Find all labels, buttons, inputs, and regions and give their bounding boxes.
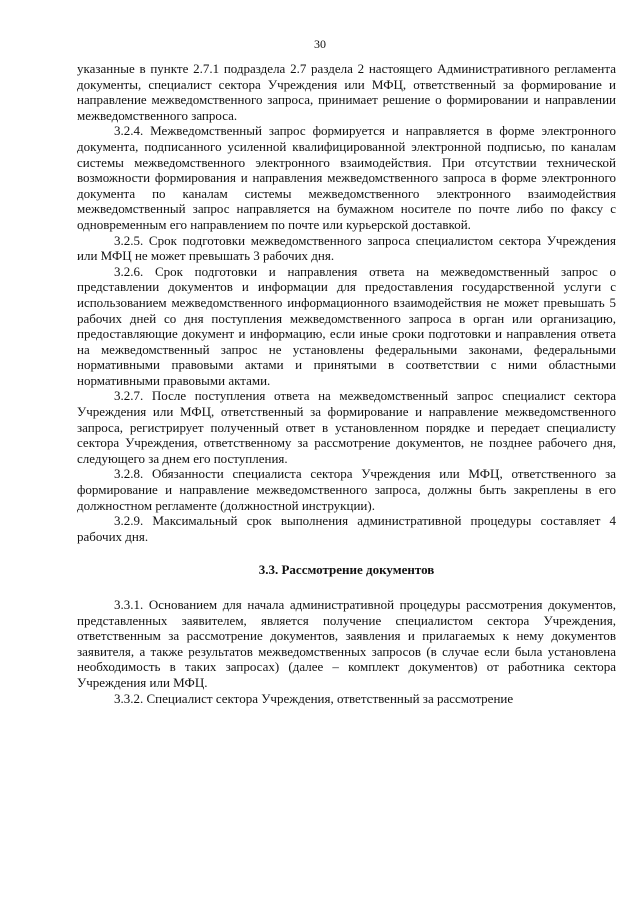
document-body — [77, 61, 616, 706]
paragraph-3-2-8: 3.2.8. Обязанности специалиста сектора Учреждения или МФЦ, ответственного за формирование и направление межведомственного запроса, должны быть закреплены в его должностном регламенте (должностной инструкции). — [77, 466, 616, 513]
paragraph-3-2-6: 3.2.6. Срок подготовки и направления ответа на межведомственный запрос о представлении документов и информации для предоставления государственной услуги с использованием межведомственного информационного взаимодействия не может превышать 5 рабочих дней со дня поступления межведомственного запроса в орган или организацию, предоставляющие документ и информацию, если иные сроки подготовки и направления ответа на межведомственный запрос не установлены федеральными законами, федеральными нормативными правовыми актами и принятыми в соответствии с ними областными нормативными правовыми актами. — [77, 263, 616, 388]
paragraph-3-2-4: 3.2.4. Межведомственный запрос формируется и направляется в форме электронного документа, подписанного усиленной квалифицированной электронной подписью, по каналам системы межведомственного электронного взаимодействия. При отсутствии технической возможности формирования и направления межведомственного запроса в форме электронного документа по каналам системы межведомственного электронного взаимодействия межведомственный запрос направляется на бумажном носителе по почте либо по факсу с одновременным его направлением по почте или курьерской доставкой. — [77, 123, 616, 232]
section-heading: 3.3. Рассмотрение документов — [258, 562, 435, 578]
paragraph-3-2-9: 3.2.9. Максимальный срок выполнения административной процедуры составляет 4 рабочих дня. — [77, 513, 616, 544]
paragraph-continuation: указанные в пункте 2.7.1 подраздела 2.7 раздела 2 настоящего Административного регламента документы, специалист сектора Учреждения или МФЦ, ответственный за формирование и направление межведомственного запроса, принимает решение о формировании и направлении межведомственного запроса. — [77, 61, 616, 123]
paragraph-3-3-1: 3.3.1. Основанием для начала административной процедуры рассмотрения документов, представленных заявителем, является получение специалистом сектора Учреждения, ответственным за рассмотрение документов, заявления и прилагаемых к нему документов заявителя, а также результатов межведомственных запросов (в случае если была установлена необходимость в таких запросах) (далее – комплект документов) от работника сектора Учреждения или МФЦ. — [77, 597, 616, 690]
paragraph-3-2-7: 3.2.7. После поступления ответа на межведомственный запрос специалист сектора Учреждения или МФЦ, ответственный за формирование и направление межведомственного запроса, регистрирует полученный ответ в установленном порядке и передает специалисту сектора Учреждения, ответственному за рассмотрение документов, не позднее рабочего дня, следующего за днем его поступления. — [77, 388, 616, 466]
page-number: 30 — [314, 37, 326, 51]
paragraph-3-2-5: 3.2.5. Срок подготовки межведомственного запроса специалистом сектора Учреждения или МФЦ не может превышать 3 рабочих дня. — [77, 232, 616, 264]
paragraph-3-3-2: 3.3.2. Специалист сектора Учреждения, ответственный за рассмотрение — [114, 690, 514, 706]
